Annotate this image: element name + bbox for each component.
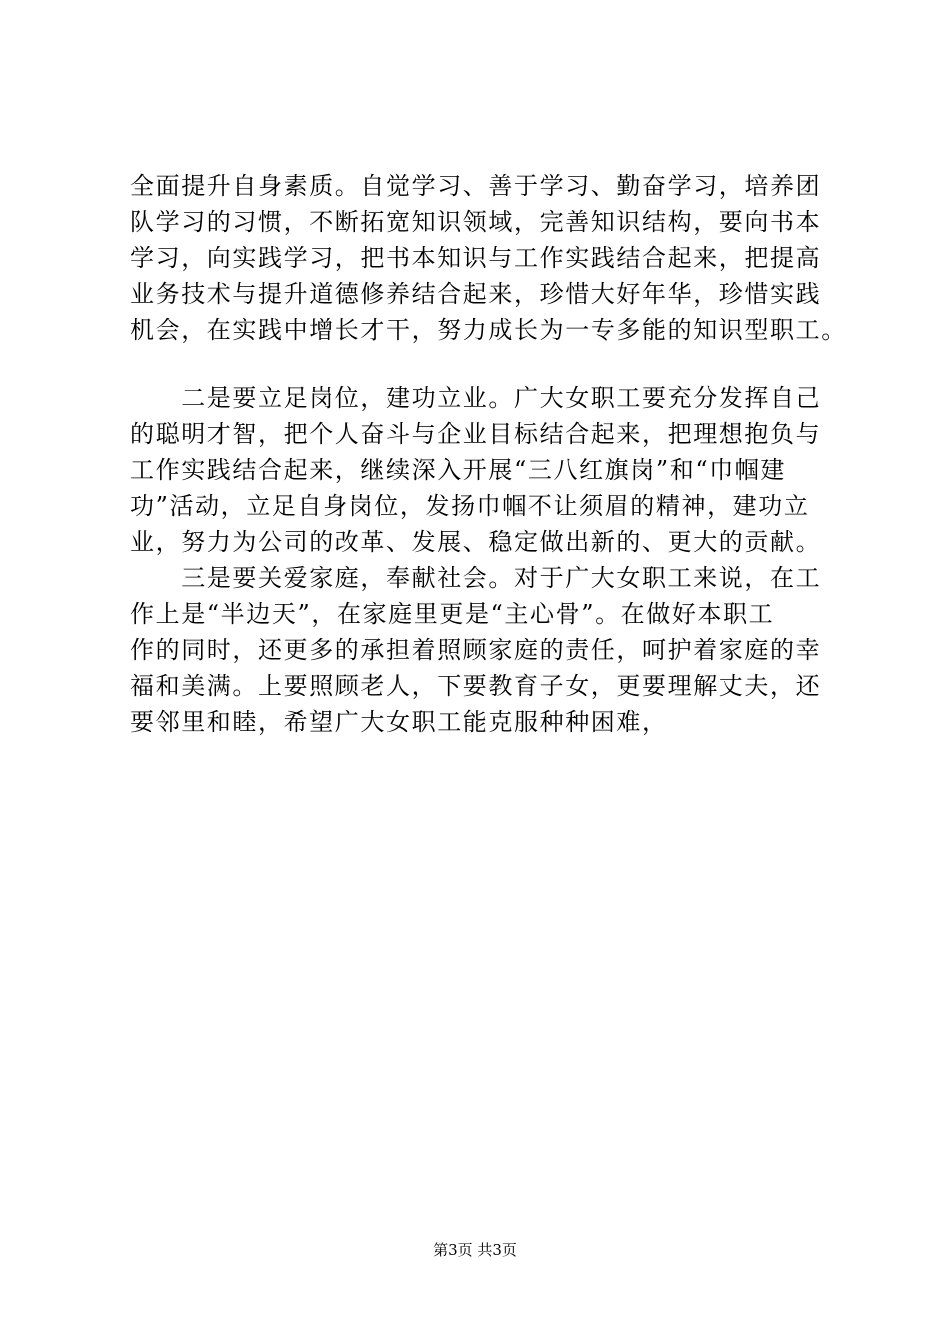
- text-line: 要邻里和睦，希望广大女职工能克服种种困难，: [130, 708, 668, 736]
- text-line: 功”活动，立足自身岗位，发扬巾帼不让须眉的精神，建功立: [130, 492, 810, 520]
- page-indicator: 第3页 共3页: [433, 1241, 517, 1259]
- text-line: 学习，向实践学习，把书本知识与工作实践结合起来，把提高: [130, 244, 822, 272]
- text-line: 福和美满。上要照顾老人，下要教育子女，更要理解丈夫，还: [130, 672, 822, 700]
- text-line: 作上是“半边天”，在家庭里更是“主心骨”。在做好本职工: [130, 600, 775, 628]
- text-line: 机会，在实践中增长才干，努力成长为一专多能的知识型职工。: [130, 316, 847, 344]
- text-line: 业务技术与提升道德修养结合起来，珍惜大好年华，珍惜实践: [130, 280, 822, 308]
- text-line: 三是要关爱家庭，奉献社会。对于广大女职工来说，在工: [130, 564, 822, 592]
- text-line: 二是要立足岗位，建功立业。广大女职工要充分发挥自己: [130, 384, 822, 412]
- body-text: [130, 168, 847, 740]
- text-line: 队学习的习惯，不断拓宽知识领域，完善知识结构，要向书本: [130, 208, 822, 236]
- paragraph-gap: [130, 348, 830, 380]
- text-line: 全面提升自身素质。自觉学习、善于学习、勤奋学习，培养团: [130, 172, 822, 200]
- text-line: 工作实践结合起来，继续深入开展“三八红旗岗”和“巾帼建: [130, 456, 787, 484]
- page-footer: [0, 1240, 950, 1260]
- text-line: 作的同时，还更多的承担着照顾家庭的责任，呵护着家庭的幸: [130, 636, 822, 664]
- text-line: 的聪明才智，把个人奋斗与企业目标结合起来，把理想抱负与: [130, 420, 822, 448]
- text-line: 业，努力为公司的改革、发展、稳定做出新的、更大的贡献。: [130, 528, 822, 556]
